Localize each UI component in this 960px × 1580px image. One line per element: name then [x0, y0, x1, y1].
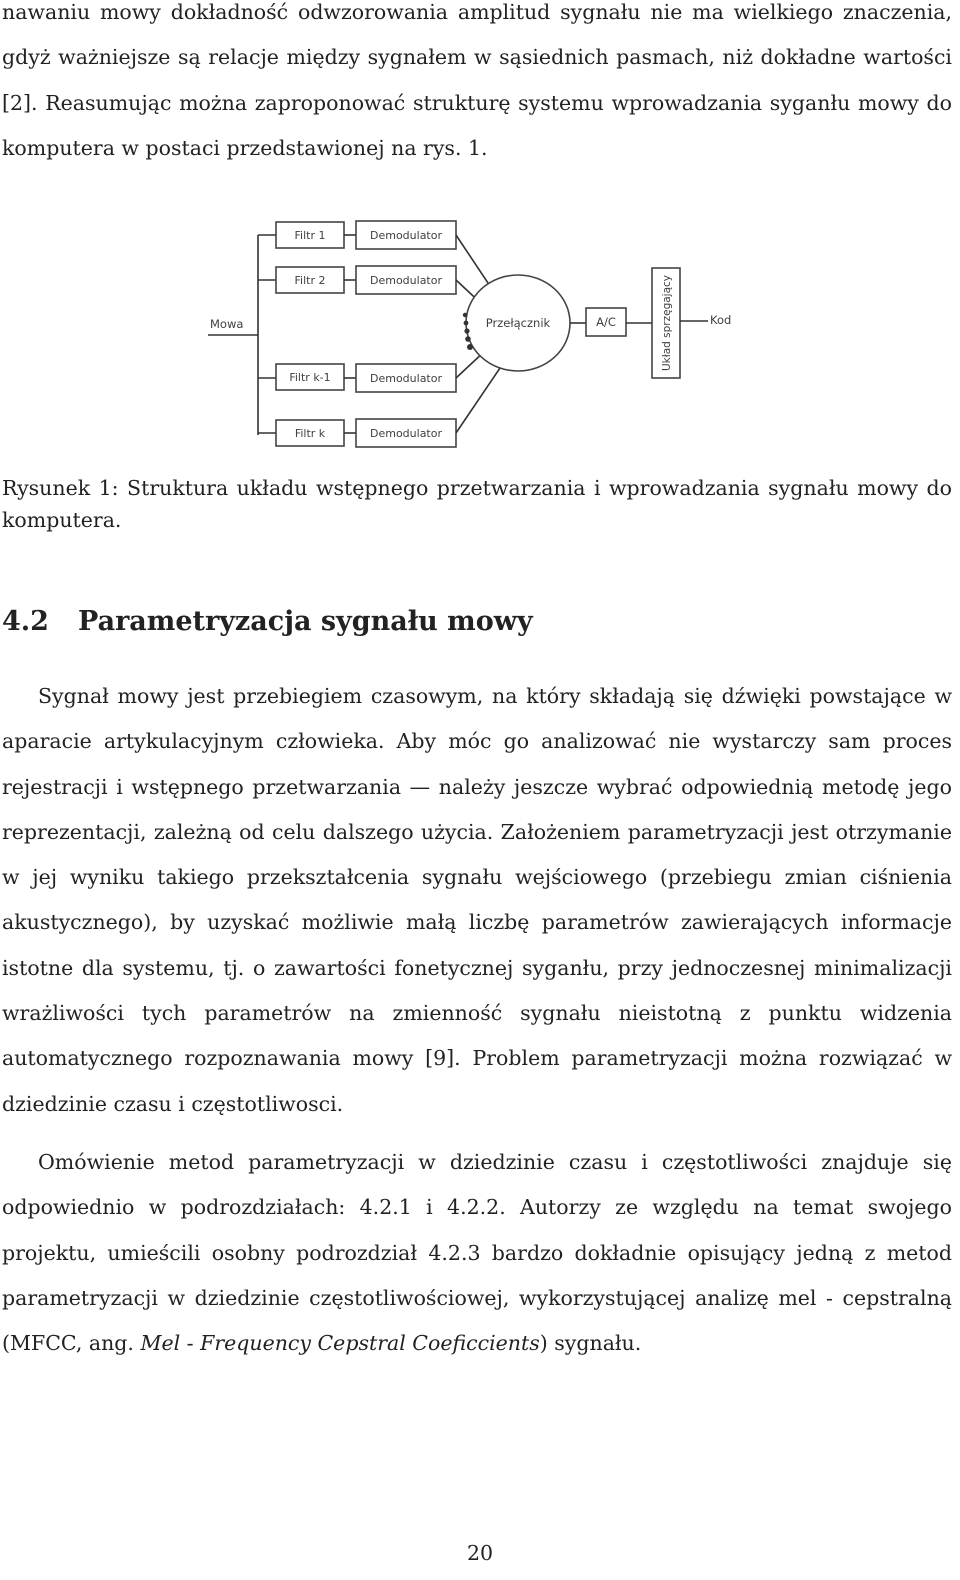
- paragraph-methods-text: Omówienie metod parametryzacji w dziedzinie czasu i częstotliwości znajduje się odpowiednio w podrozdziałach: 4.2.1 i 4.2.2. Autorzy ze względu na temat swojego projektu, umieścili osobny podrozdział 4.2.3 bardzo dokładnie opisujący jedną z metod parametryzacji w dziedzinie częstotliwościowej, wykorzystującej analizę mel - cepstralną (MFCC, ang.: [2, 1150, 952, 1356]
- paragraph-parametrization: Sygnał mowy jest przebiegiem czasowym, na który składają się dźwięki powstające w aparacie artykulacyjnym człowieka. Aby móc go analizować nie wystarczy sam proces rejestracji i wstępnego przetwarzania — należy jeszcze wybrać odpowiednią metodę jego reprezentacji, zależną od celu dalszego użycia. Założeniem parametryzacji jest otrzymanie w jej wyniku takiego przekształcenia sygnału wejściowego (przebiegu zmian ciśnienia akustycznego), by uzyskać możliwie małą liczbę parametrów zawierających informacje istotne dla systemu, tj. o zawartości fonetycznej syganłu, przy jednoczesnej minimalizacji wrażliwości tych parametrów na zmienność sygnału nieistotną z punktu widzenia automatycznego rozpoznawania mowy [9]. Problem parametryzacji można rozwiązać w dziedzinie czasu i częstotliwosci.: [2, 684, 952, 1116]
- filter-1-label: Filtr 1: [294, 229, 326, 242]
- demodulator-k-1-label: Demodulator: [370, 372, 442, 385]
- paragraph-methods-end: ) sygnału.: [539, 1331, 642, 1356]
- filter-k-label: Filtr k: [294, 427, 326, 440]
- input-label: Mowa: [210, 317, 244, 331]
- filter-k-1-label: Filtr k-1: [289, 371, 331, 384]
- page-number: 20: [466, 1541, 494, 1565]
- paragraph-methods: [2, 1140, 952, 1366]
- section-title: Parametryzacja sygnału mowy: [78, 606, 533, 637]
- output-label: Kod: [710, 313, 732, 327]
- demodulator-2-label: Demodulator: [370, 274, 442, 287]
- demodulator-1-label: Demodulator: [370, 229, 442, 242]
- link-dk-switch: [456, 368, 500, 433]
- filter-2-label: Filtr 2: [294, 274, 326, 287]
- switch-label: Przełącznik: [485, 316, 551, 330]
- mfcc-expansion: Mel - Frequency Cepstral Coeficcients: [140, 1331, 540, 1356]
- figure-caption: Rysunek 1: Struktura układu wstępnego przetwarzania i wprowadzania sygnału mowy do komputera.: [2, 476, 952, 532]
- paragraph-intro: nawaniu mowy dokładność odwzorowania amplitud sygnału nie ma wielkiego znaczenia, gdyż ważniejsze są relacje między sygnałem w sąsiednich pasmach, niż dokładne wartości [2]. Reasumując można zaproponować strukturę systemu wprowadzania syganłu mowy do komputera w postaci przedstawionej na rys. 1.: [2, 0, 952, 160]
- coder-label: Układ sprzęgający: [661, 274, 673, 372]
- section-heading: [2, 600, 533, 644]
- block-diagram-figure: [200, 210, 760, 460]
- section-number: 4.2: [2, 606, 49, 637]
- demodulator-k-label: Demodulator: [370, 427, 442, 440]
- adc-label: A/C: [596, 315, 616, 329]
